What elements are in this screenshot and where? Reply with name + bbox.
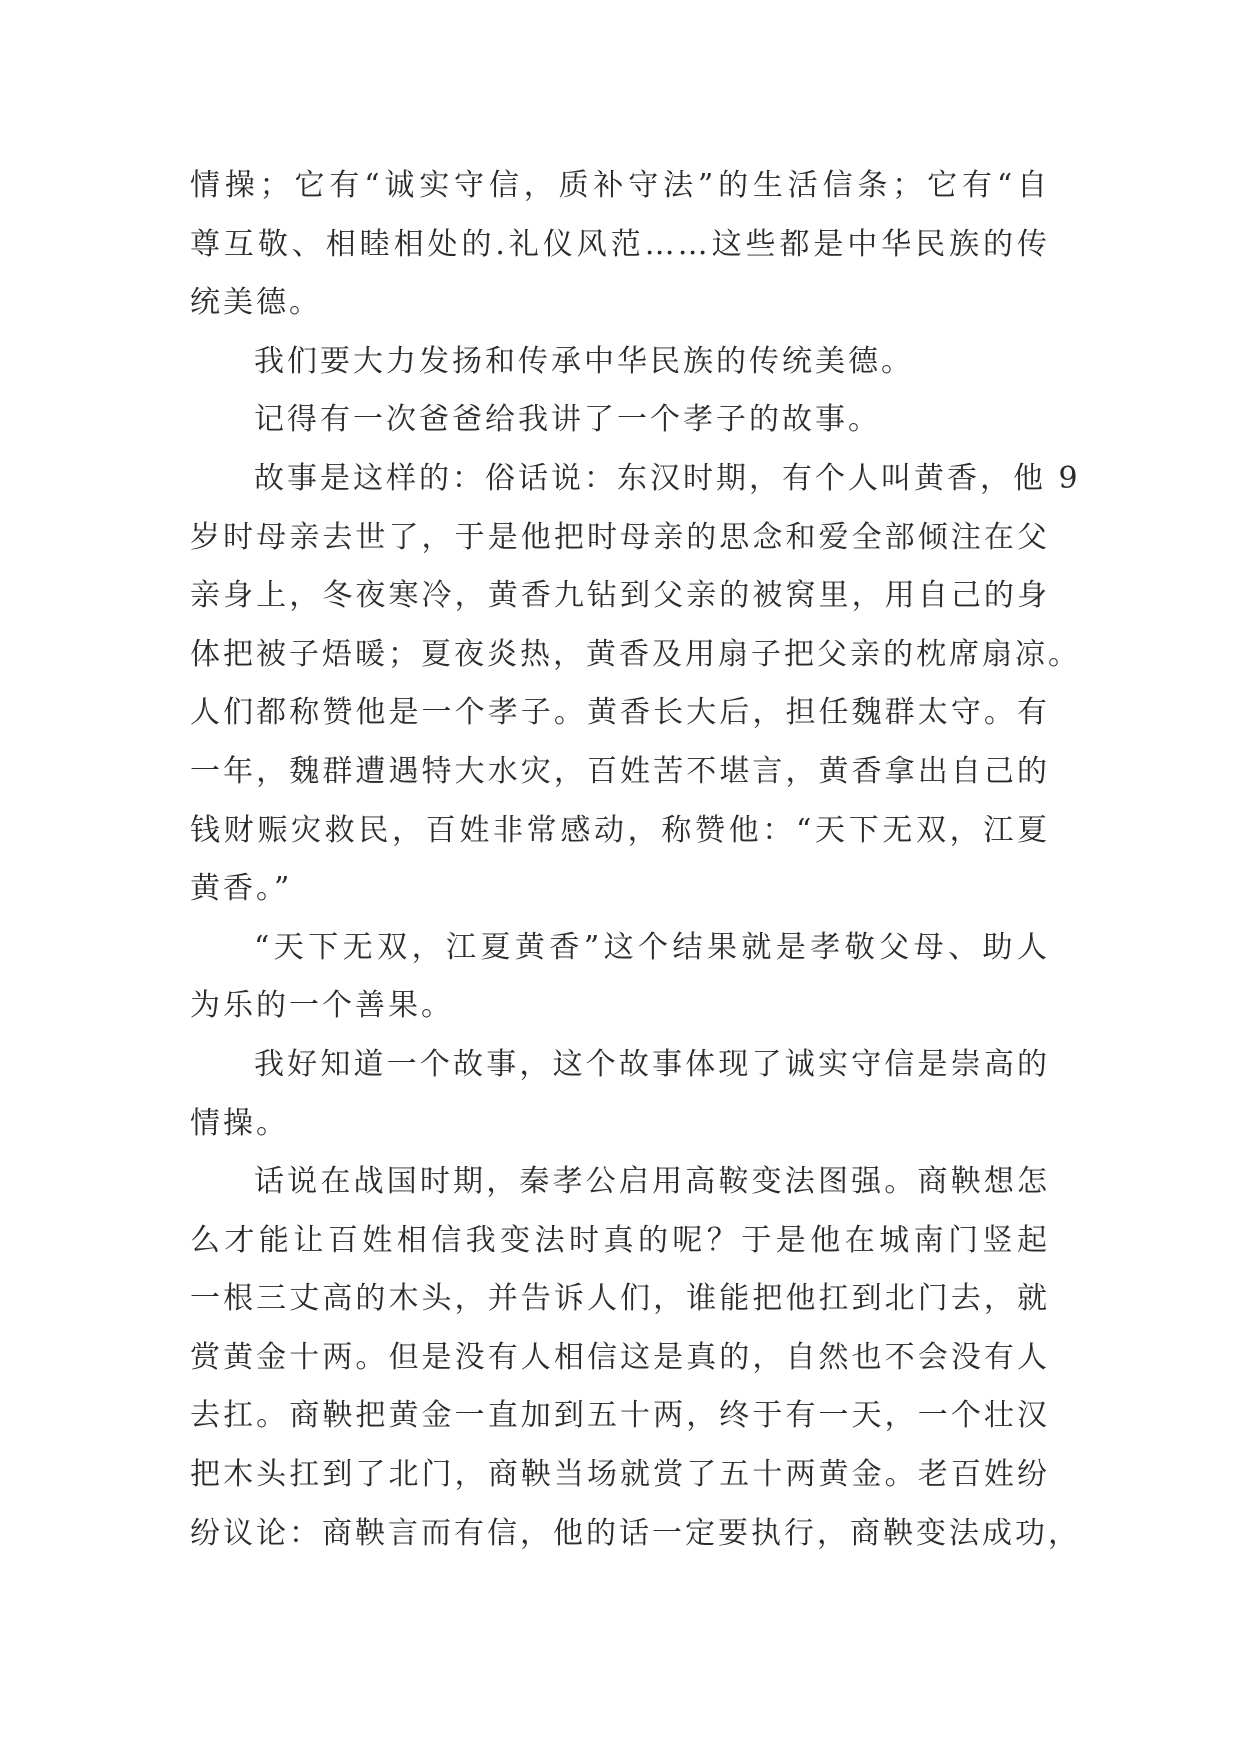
text-line: 赏黄金十两。但是没有人相信这是真的，自然也不会没有人 xyxy=(190,1339,1050,1375)
text-line: 纷议论：商鞅言而有信，他的话一定要执行，商鞅变法成功， xyxy=(190,1515,1081,1551)
text-line: 尊互敬、相睦相处的.礼仪风范……这些都是中华民族的传 xyxy=(190,226,1050,262)
text-line: 去扛。商鞅把黄金一直加到五十两，终于有一天，一个壮汉 xyxy=(190,1398,1050,1434)
text-line: 我好知道一个故事，这个故事体现了诚实守信是崇高的 xyxy=(254,1046,1050,1082)
text-line: 黄香。” xyxy=(190,871,293,907)
text-line: 故事是这样的：俗话说：东汉时期，有个人叫黄香，他 9 xyxy=(254,460,1081,496)
text-line: 统美德。 xyxy=(190,285,322,321)
text-line: “天下无双，江夏黄香”这个结果就是孝敬父母、助人 xyxy=(254,929,1050,965)
text-line: 么才能让百姓相信我变法时真的呢？于是他在城南门竖起 xyxy=(190,1222,1050,1258)
text-line: 一根三丈高的木头，并告诉人们，谁能把他扛到北门去，就 xyxy=(190,1281,1050,1317)
text-line: 为乐的一个善果。 xyxy=(190,988,454,1024)
text-line: 记得有一次爸爸给我讲了一个孝子的故事。 xyxy=(254,402,881,438)
text-line: 把木头扛到了北门，商鞅当场就赏了五十两黄金。老百姓纷 xyxy=(190,1457,1050,1493)
text-line: 一年，魏群遭遇特大水灾，百姓苦不堪言，黄香拿出自己的 xyxy=(190,753,1050,789)
text-line: 人们都称赞他是一个孝子。黄香长大后，担任魏群太守。有 xyxy=(190,695,1050,731)
text-line: 我们要大力发扬和传承中华民族的传统美德。 xyxy=(254,343,914,379)
text-line: 亲身上，冬夜寒冷，黄香九钻到父亲的被窝里，用自己的身 xyxy=(190,578,1050,614)
document-body xyxy=(190,157,1081,1563)
text-line: 岁时母亲去世了，于是他把时母亲的思念和爱全部倾注在父 xyxy=(190,519,1050,555)
text-line: 钱财赈灾救民，百姓非常感动，称赞他：“天下无双，江夏 xyxy=(190,812,1050,848)
text-line: 情操；它有“诚实守信，质补守法”的生活信条；它有“自 xyxy=(190,168,1050,203)
text-line: 情操。 xyxy=(190,1105,289,1141)
text-line: 话说在战国时期，秦孝公启用高鞍变法图强。商鞅想怎 xyxy=(254,1164,1050,1200)
text-line: 体把被子焐暖；夏夜炎热，黄香及用扇子把父亲的枕席扇凉。 xyxy=(190,636,1081,672)
